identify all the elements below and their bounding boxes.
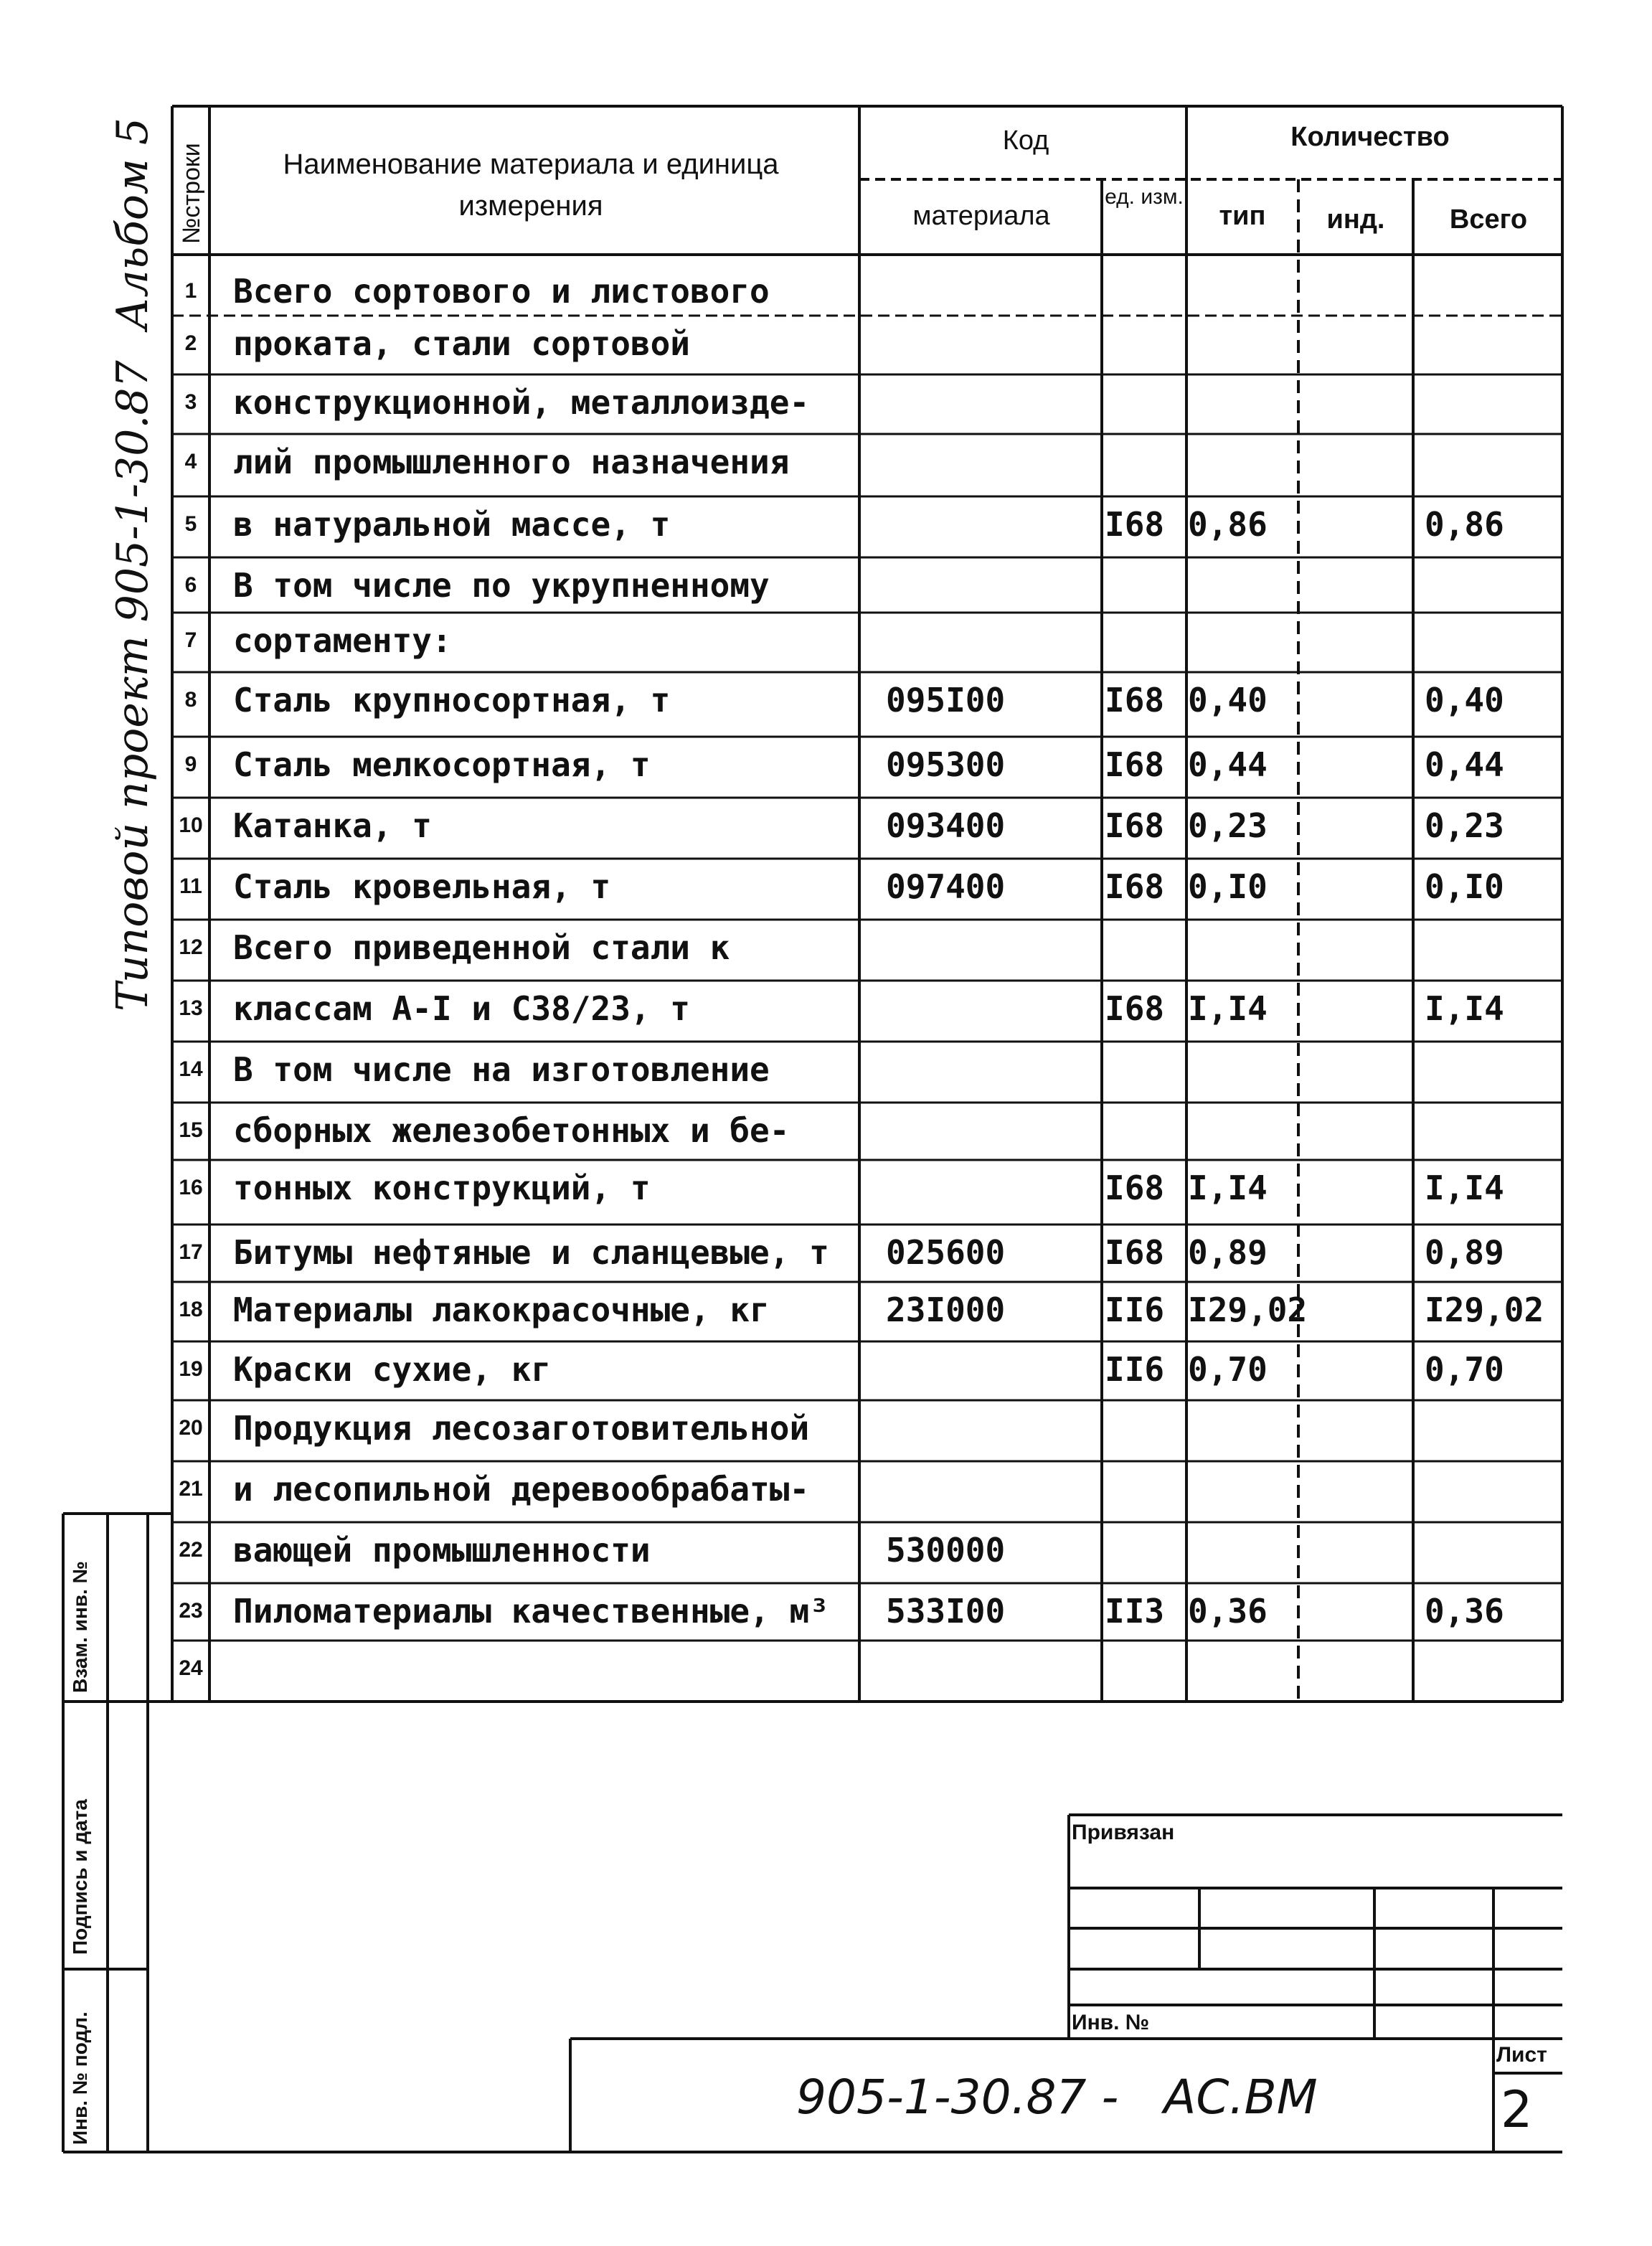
cell-n: 4 [184, 450, 197, 473]
cell-n: 20 [179, 1416, 203, 1440]
cell-name: конструкционной, металлоизде- [233, 383, 810, 422]
cell-n: 15 [179, 1118, 203, 1142]
cell-name: Сталь кровельная, т [233, 867, 611, 906]
cell-typ: 0,40 [1188, 681, 1268, 719]
cell-typ: I,I4 [1188, 1169, 1268, 1207]
cell-unit: I68 [1105, 867, 1165, 906]
document-code: 905-1-30.87 - АС.ВМ [796, 2070, 1318, 2125]
cell-n: 3 [184, 390, 197, 414]
cell-name: Катанка, т [233, 806, 432, 845]
privyazan-label: Привязан [1072, 1821, 1175, 1844]
cell-total: 0,89 [1425, 1233, 1504, 1272]
cell-name: Сталь мелкосортная, т [233, 745, 651, 784]
cell-n: 18 [179, 1298, 203, 1321]
cell-typ: I,I4 [1188, 989, 1268, 1028]
cell-n: 8 [184, 688, 197, 712]
cell-total: 0,23 [1425, 806, 1504, 845]
cell-unit: II6 [1105, 1350, 1165, 1389]
cell-total: 0,36 [1425, 1592, 1504, 1631]
cell-n: 5 [184, 512, 197, 536]
cell-name: Продукция лесозаготовительной [233, 1409, 810, 1448]
cell-n: 13 [179, 996, 203, 1020]
cell-name: в натуральной массе, т [233, 505, 671, 544]
cell-unit: I68 [1105, 1233, 1165, 1272]
cell-n: 17 [179, 1240, 203, 1264]
cell-typ: 0,36 [1188, 1592, 1268, 1631]
cell-n: 22 [179, 1538, 203, 1562]
project-label: Типовой проект 905-1-30.87 [108, 360, 158, 1011]
code-header: Код [1002, 126, 1049, 156]
cell-code: 093400 [886, 806, 1006, 845]
sheet-number: 2 [1501, 2080, 1533, 2139]
cell-unit: II3 [1105, 1592, 1165, 1631]
cell-code: 530000 [886, 1531, 1006, 1570]
cell-name: Битумы нефтяные и сланцевые, т [233, 1233, 829, 1272]
code-material-header: материала [912, 201, 1050, 231]
cell-total: I29,02 [1425, 1290, 1544, 1329]
cell-n: 2 [184, 331, 197, 355]
cell-n: 9 [184, 752, 197, 776]
cell-name: В том числе по укрупненному [233, 566, 770, 605]
cell-unit: I68 [1105, 806, 1165, 845]
cell-n: 16 [179, 1176, 203, 1199]
cell-n: 7 [184, 628, 197, 652]
inv-podl-label: Инв. № подл. [69, 2011, 91, 2145]
cell-n: 1 [184, 279, 197, 303]
cell-total: I,I4 [1425, 989, 1504, 1028]
cell-total: 0,86 [1425, 505, 1504, 544]
signature-date-label: Подпись и дата [69, 1799, 91, 1955]
cell-code: 025600 [886, 1233, 1006, 1272]
unit-header: ед. изм. [1105, 185, 1184, 209]
cell-name: сортаменту: [233, 621, 452, 660]
name-header: Наименование материала и единица измерения [283, 148, 779, 222]
cell-total: 0,70 [1425, 1350, 1504, 1389]
cell-name: Пиломатериалы качественные, м³ [233, 1592, 829, 1631]
cell-code: 23I000 [886, 1290, 1006, 1329]
cell-total: 0,44 [1425, 745, 1504, 784]
cell-code: 533I00 [886, 1592, 1006, 1631]
cell-name: лий промышленного назначения [233, 443, 790, 481]
sheet-label: Лист [1496, 2043, 1547, 2067]
cell-code: 097400 [886, 867, 1006, 906]
album-label: Альбом 5 [108, 117, 158, 330]
cell-total: 0,40 [1425, 681, 1504, 719]
cell-n: 10 [179, 813, 203, 837]
cell-typ: 0,I0 [1188, 867, 1268, 906]
cell-total: I,I4 [1425, 1169, 1504, 1207]
ind-header: инд. [1326, 204, 1385, 235]
cell-code: 095I00 [886, 681, 1006, 719]
row-number-header: №строки [178, 143, 205, 244]
cell-n: 12 [179, 935, 203, 959]
cell-unit: II6 [1105, 1290, 1165, 1329]
cell-total: 0,I0 [1425, 867, 1504, 906]
cell-typ: 0,89 [1188, 1233, 1268, 1272]
cell-name: проката, стали сортовой [233, 324, 690, 363]
cell-n: 14 [179, 1057, 203, 1081]
cell-typ: 0,44 [1188, 745, 1268, 784]
cell-typ: 0,70 [1188, 1350, 1268, 1389]
cell-unit: I68 [1105, 505, 1165, 544]
quantity-header: Количество [1290, 122, 1450, 152]
cell-unit: I68 [1105, 681, 1165, 719]
vzam-inv-label: Взам. инв. № [69, 1561, 91, 1693]
cell-code: 095300 [886, 745, 1006, 784]
typ-header: тип [1219, 201, 1266, 231]
cell-name: вающей промышленности [233, 1531, 651, 1570]
cell-name: В том числе на изготовление [233, 1050, 770, 1089]
cell-name: Всего сортового и листового [233, 272, 770, 311]
cell-name: и лесопильной деревообрабаты- [233, 1470, 810, 1509]
cell-name: Краски сухие, кг [233, 1350, 552, 1389]
cell-name: классам А-I и С38/23, т [233, 989, 690, 1028]
cell-name: Всего приведенной стали к [233, 928, 730, 967]
cell-typ: 0,86 [1188, 505, 1268, 544]
cell-n: 21 [179, 1477, 203, 1501]
cell-n: 23 [179, 1599, 203, 1623]
cell-unit: I68 [1105, 989, 1165, 1028]
cell-typ: 0,23 [1188, 806, 1268, 845]
inv-number-label: Инв. № [1072, 2011, 1150, 2034]
cell-name: сборных железобетонных и бе- [233, 1111, 790, 1150]
cell-unit: I68 [1105, 1169, 1165, 1207]
cell-name: Материалы лакокрасочные, кг [233, 1290, 770, 1329]
total-header: Всего [1449, 204, 1528, 235]
cell-n: 24 [179, 1656, 203, 1680]
cell-n: 19 [179, 1357, 203, 1381]
cell-name: тонных конструкций, т [233, 1169, 651, 1207]
cell-name: Сталь крупносортная, т [233, 681, 671, 719]
cell-typ: I29,02 [1188, 1290, 1308, 1329]
cell-n: 11 [179, 874, 202, 898]
cell-unit: I68 [1105, 745, 1165, 784]
cell-n: 6 [184, 573, 197, 597]
